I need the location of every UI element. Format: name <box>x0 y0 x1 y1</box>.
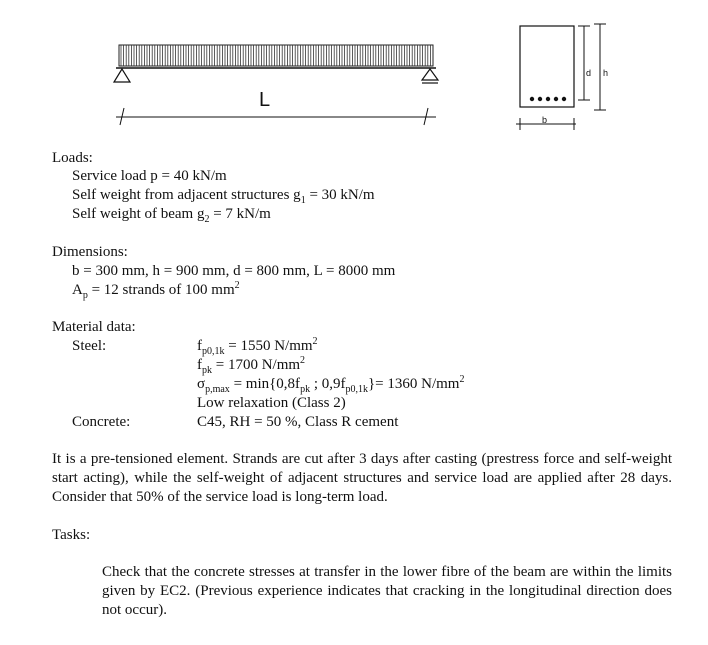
relaxation-class: Low relaxation (Class 2) <box>197 395 346 411</box>
fp01k-value: $f_{p0,1k} = 1550$ $N/mm^2$ <box>197 336 318 357</box>
strand <box>546 97 550 101</box>
dimensions-line1: b = 300 mm, h = 900 mm, d = 800 mm, L = 8000 mm <box>72 263 396 279</box>
dimensions-heading: Dimensions: <box>52 244 128 260</box>
beam-diagram <box>100 30 460 135</box>
tasks-heading: Tasks: <box>52 527 91 543</box>
h-label: h <box>603 68 609 78</box>
steel-label: Steel: <box>72 338 107 354</box>
d-label: d <box>586 68 592 78</box>
beam-self-weight: Self weight of beam $g_2 = 7$ kN/m <box>72 206 271 225</box>
adjacent-load: Self weight from adjacent structures $g_1 = 30$ kN/m <box>72 187 375 206</box>
description-paragraph: It is a pre-tensioned element. Strands are cut after 3 days after casting (prestress force and self-weight start acting), while the self-weight of adjacent structures and service load are applied after 28 days. Consider that 50% of the service load is long-term load. <box>52 451 672 505</box>
fpk-value: $f_{pk} = 1700$ $N/mm^2$ <box>197 355 306 376</box>
section-diagram <box>512 18 622 133</box>
concrete-value: C45, RH = 50 %, Class R cement <box>197 414 399 430</box>
concrete-label: Concrete: <box>72 414 131 430</box>
right-support <box>422 69 438 80</box>
material-heading: Material data: <box>52 319 136 335</box>
strand <box>562 97 566 101</box>
sigma-max-value: $\sigma_{p,max} = \min\{0,8f_{pk}$ ; $0,9f_{p0,1k}\}= 1360$ $N/mm^2$ <box>197 374 465 395</box>
loads-heading: Loads: <box>52 150 93 166</box>
strand <box>530 97 534 101</box>
task-text: Check that the concrete stresses at transfer in the lower fibre of the beam are within the limits given by EC2. (Previous experience indicates that cracking in the longitudinal direction does not occur). <box>102 564 672 618</box>
strand <box>554 97 558 101</box>
left-support <box>114 69 130 82</box>
section-outline <box>520 26 574 107</box>
load-hatch <box>121 45 430 66</box>
strand-area: $A_p = 12$ strands of 100 $mm^2$ <box>72 280 240 301</box>
strand <box>538 97 542 101</box>
service-load: Service load p = 40 kN/m <box>72 168 227 184</box>
span-label: L <box>259 89 271 111</box>
b-label: b <box>542 115 548 125</box>
